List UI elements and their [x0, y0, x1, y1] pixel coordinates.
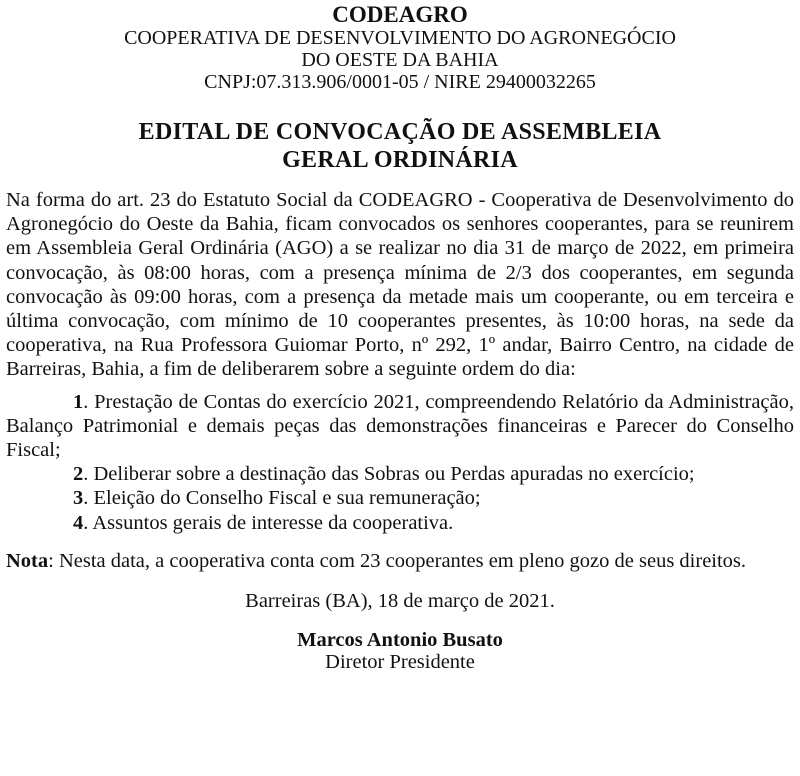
signature-block: [6, 629, 794, 673]
place-and-date: Barreiras (BA), 18 de março de 2021.: [245, 590, 555, 613]
agenda-item-1: [6, 390, 794, 463]
signatory-name: Marcos Antonio Busato: [297, 629, 503, 652]
organization-name: CODEAGRO: [332, 2, 468, 27]
agenda-item-4: [6, 511, 794, 535]
agenda-list: [6, 390, 794, 535]
agenda-item-text: . Assuntos gerais de interesse da cooperativa.: [83, 511, 454, 534]
note-paragraph: [6, 549, 794, 573]
notice-title: [6, 118, 794, 174]
registry-numbers: CNPJ:07.313.906/0001-05 / NIRE 29400032265: [204, 71, 596, 93]
agenda-item-text: . Deliberar sobre a destinação das Sobras ou Perdas apuradas no exercício;: [83, 463, 695, 486]
agenda-item-3: [6, 486, 794, 510]
convocation-paragraph: Na forma do art. 23 do Estatuto Social da CODEAGRO - Cooperativa de Desenvolvimento do Agronegócio do Oeste da Bahia, ficam convocados os senhores cooperantes, para se reunirem em Assembleia Geral Ordinária (AGO) a se realizar no dia 31 de março de 2022, em primeira convocação, às 08:00 horas, com a presença mínima de 2/3 dos cooperantes, em segunda convocação às 09:00 horas, com a presença da metade mais um cooperante, ou em terceira e última convocação, com mínimo de 10 cooperantes presentes, às 10:00 horas, na sede da cooperativa, na Rua Professora Guiomar Porto, nº 292, 1º andar, Bairro Centro, na cidade de Barreiras, Bahia, a fim de deliberarem sobre a seguinte ordem do dia:: [6, 189, 794, 381]
agenda-item-number: 1: [73, 390, 84, 413]
signatory-role: Diretor Presidente: [325, 651, 475, 674]
agenda-item-number: 4: [73, 511, 84, 534]
agenda-item-text: . Prestação de Contas do exercício 2021, compreendendo Relatório da Administração, Balanço Patrimonial e demais peças das demonstrações financeiras e Parecer do Conselho Fiscal;: [6, 390, 794, 462]
organization-full-name-line2: DO OESTE DA BAHIA: [301, 49, 499, 71]
notice-title-line1: EDITAL DE CONVOCAÇÃO DE ASSEMBLEIA: [138, 119, 662, 145]
note-text: : Nesta data, a cooperativa conta com 23 cooperantes em pleno gozo de seus direitos.: [48, 549, 747, 572]
document-page: [6, 0, 794, 673]
note-label: Nota: [6, 549, 49, 572]
agenda-item-number: 3: [73, 487, 84, 510]
agenda-item-text: . Eleição do Conselho Fiscal e sua remuneração;: [83, 487, 481, 510]
organization-full-name-line1: COOPERATIVA DE DESENVOLVIMENTO DO AGRONEGÓCIO: [124, 27, 676, 49]
agenda-item-number: 2: [73, 463, 84, 486]
agenda-item-2: [6, 462, 794, 486]
notice-title-line2: GERAL ORDINÁRIA: [282, 147, 518, 173]
